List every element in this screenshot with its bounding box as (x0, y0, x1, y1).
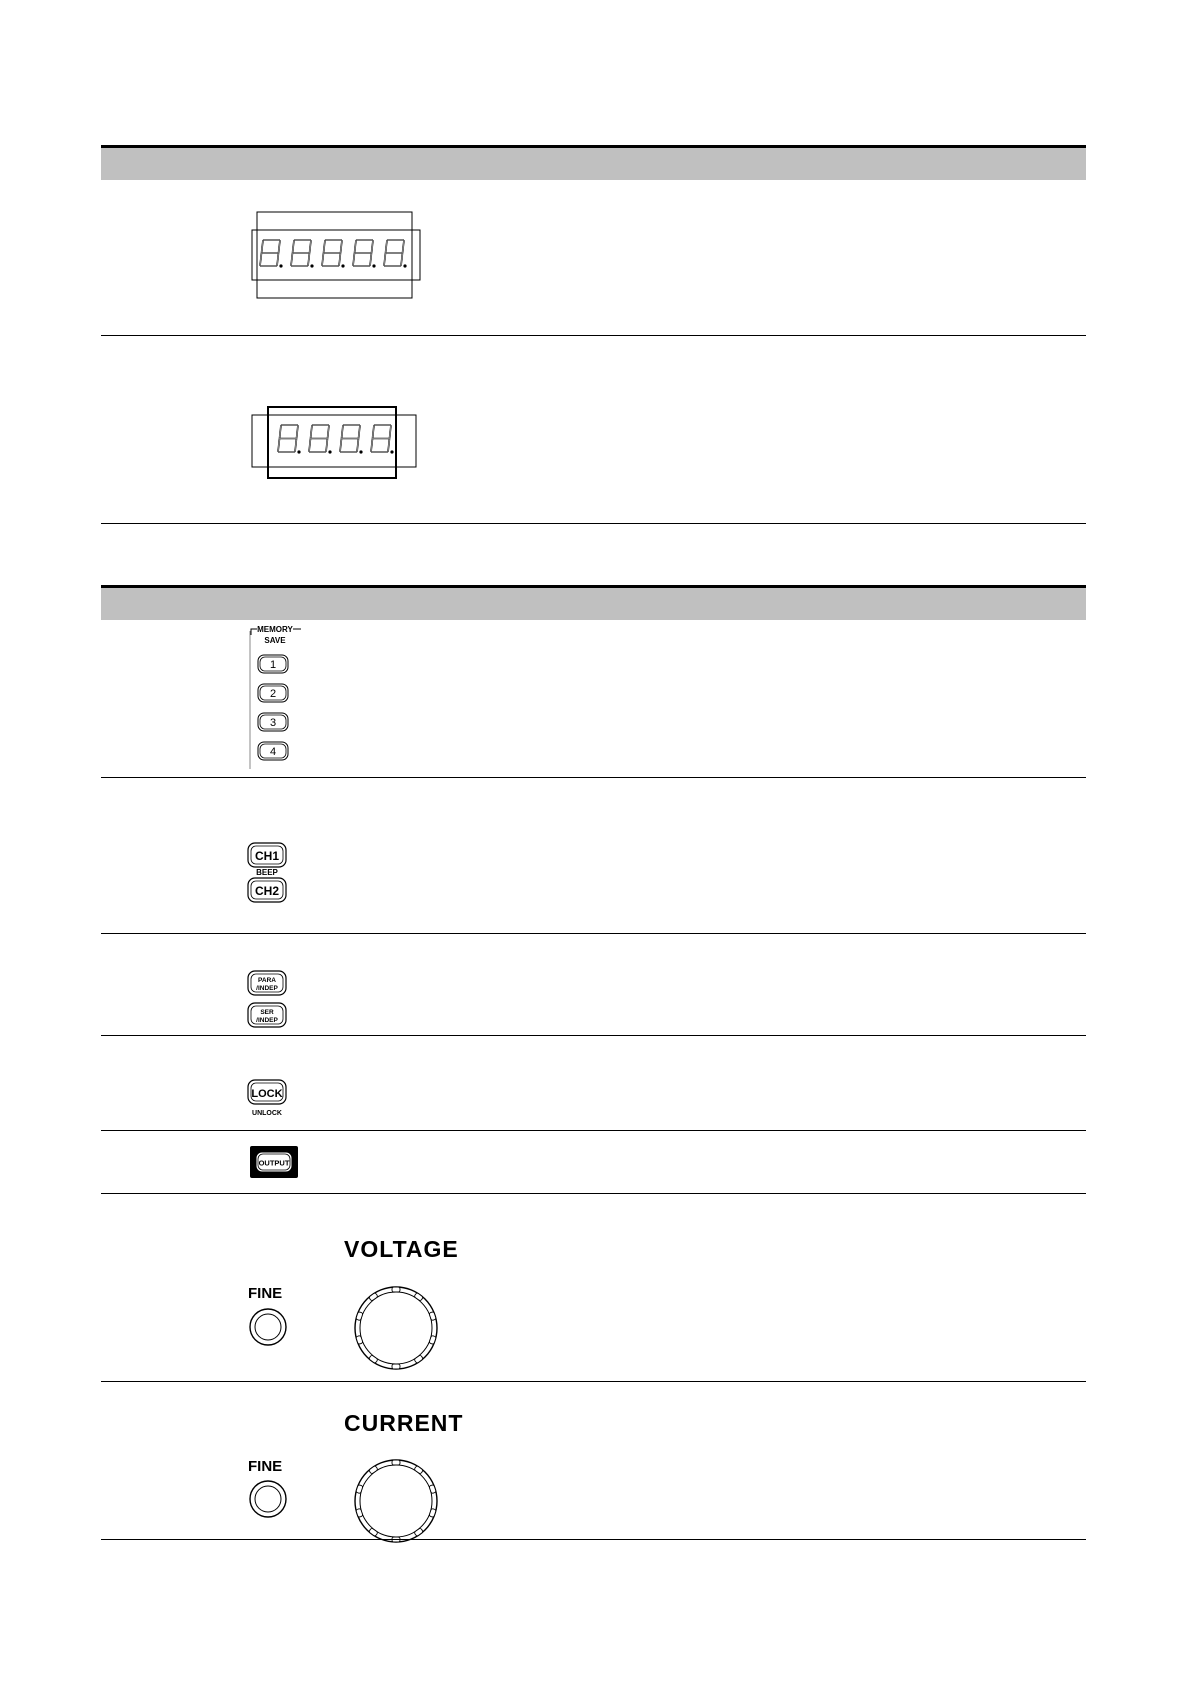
ser-label: SER (260, 1009, 274, 1016)
rotary-knob-icon[interactable] (350, 1455, 442, 1547)
para-indep-label: /INDEP (256, 985, 278, 992)
current-title: CURRENT (344, 1410, 464, 1436)
ser-indep-label: /INDEP (256, 1017, 278, 1024)
digit-8 (291, 240, 314, 268)
row-divider (101, 1193, 1086, 1194)
current-knob-ring (355, 1460, 437, 1542)
row-divider (101, 777, 1086, 778)
decimal-point (310, 264, 313, 267)
row-divider (101, 1130, 1086, 1131)
digit-8 (371, 425, 394, 454)
tracking-mode-panel (245, 967, 295, 1032)
memory-key-label: 2 (269, 688, 277, 700)
digit-8 (340, 425, 363, 454)
seven-segment-display-icon (250, 405, 420, 480)
row-divider (101, 1381, 1086, 1382)
voltage-knob-ring (355, 1287, 437, 1369)
ch2-label: CH2 (254, 884, 280, 898)
digit-8 (322, 240, 345, 268)
decimal-point (297, 450, 300, 453)
unlock-label: UNLOCK (252, 1110, 282, 1117)
row-divider (101, 335, 1086, 336)
control-table-header-band (101, 588, 1086, 620)
memory-key-3[interactable] (258, 713, 288, 731)
knob-notch (392, 1364, 400, 1369)
para-indep-button[interactable] (248, 971, 286, 995)
top-table-header-band (101, 148, 1086, 180)
row-divider (101, 1539, 1086, 1540)
memory-key-label: 1 (269, 659, 277, 671)
ch1-label: CH1 (254, 849, 280, 863)
decimal-point (390, 450, 393, 453)
row-divider (101, 523, 1086, 524)
knob-outer (355, 1460, 437, 1542)
display-digits (278, 425, 394, 454)
digit-8 (278, 425, 301, 454)
decimal-point (341, 264, 344, 267)
memory-subtitle: SAVE (264, 636, 286, 645)
memory-key-1[interactable] (258, 655, 288, 673)
fine-push-button-icon[interactable] (248, 1479, 288, 1519)
memory-key-2[interactable] (258, 684, 288, 702)
seven-segment-display-icon (250, 210, 425, 300)
voltage-fine-label: FINE (248, 1285, 283, 1302)
digit-8 (260, 240, 283, 268)
decimal-point (279, 264, 282, 267)
memory-title: MEMORY (257, 625, 293, 634)
ser-indep-button[interactable] (248, 1003, 286, 1027)
beep-label: BEEP (256, 868, 278, 877)
memory-save-panel (245, 623, 305, 771)
channel-select-panel (245, 840, 295, 910)
lock-panel (245, 1077, 295, 1122)
output-button[interactable] (249, 1145, 299, 1179)
digit-8 (384, 240, 407, 268)
lock-label: LOCK (251, 1088, 283, 1100)
fine-push-button-icon[interactable] (248, 1307, 288, 1347)
knob-outer (355, 1287, 437, 1369)
memory-key-label: 3 (269, 717, 277, 729)
lock-button[interactable] (248, 1080, 286, 1104)
decimal-point (403, 264, 406, 267)
digit-8 (353, 240, 376, 268)
decimal-point (359, 450, 362, 453)
current-fine-label: FINE (248, 1458, 283, 1475)
ch1-button[interactable] (248, 843, 286, 867)
para-label: PARA (258, 977, 276, 984)
digit-8 (309, 425, 332, 454)
knob-notch (392, 1460, 400, 1465)
memory-key-4[interactable] (258, 742, 288, 760)
row-divider (101, 1035, 1086, 1036)
row-divider (101, 933, 1086, 934)
decimal-point (328, 450, 331, 453)
voltage-title: VOLTAGE (344, 1236, 459, 1262)
knob-notch (392, 1287, 400, 1292)
memory-key-label: 4 (269, 746, 277, 758)
display-digits (260, 240, 407, 268)
ch2-button[interactable] (248, 878, 286, 902)
rotary-knob-icon[interactable] (350, 1282, 442, 1374)
output-label: OUTPUT (258, 1158, 290, 1168)
decimal-point (372, 264, 375, 267)
